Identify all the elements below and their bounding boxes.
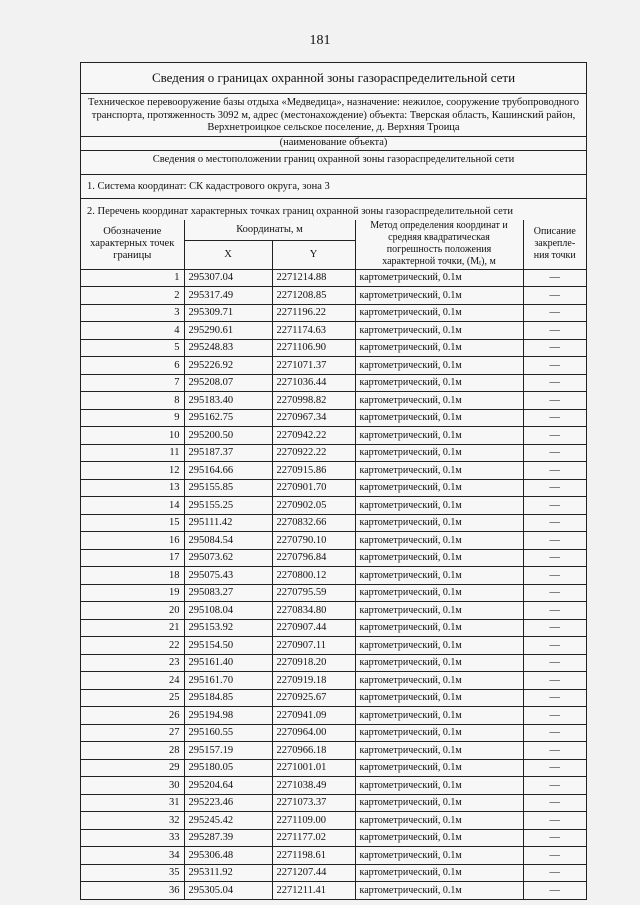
point-number: 3: [81, 304, 184, 322]
header-x: X: [184, 240, 272, 269]
point-number: 34: [81, 847, 184, 865]
fixing-cell: —: [523, 444, 586, 462]
table-row: [81, 532, 586, 550]
point-number: 8: [81, 392, 184, 410]
method-cell: картометрический, 0.1м: [355, 777, 523, 795]
table-row: [81, 812, 586, 830]
coordinate-system: 1. Система координат: СК кадастрового округа, зона 3: [81, 175, 586, 199]
fixing-cell: —: [523, 829, 586, 847]
point-number: 10: [81, 427, 184, 445]
y-coordinate: 2270918.20: [272, 654, 355, 672]
point-number: 36: [81, 882, 184, 899]
header-fixing: Описание закрепле-ния точки: [523, 220, 586, 270]
table-row: [81, 427, 586, 445]
location-heading: Сведения о местоположении границ охранной зоны газораспределительной сети: [81, 151, 586, 175]
method-cell: картометрический, 0.1м: [355, 374, 523, 392]
method-cell: картометрический, 0.1м: [355, 794, 523, 812]
method-cell: картометрический, 0.1м: [355, 409, 523, 427]
x-coordinate: 295162.75: [184, 409, 272, 427]
fixing-cell: —: [523, 514, 586, 532]
method-cell: картометрический, 0.1м: [355, 427, 523, 445]
fixing-cell: —: [523, 357, 586, 375]
fixing-cell: —: [523, 567, 586, 585]
table-row: [81, 357, 586, 375]
table-row: [81, 549, 586, 567]
method-cell: картометрический, 0.1м: [355, 654, 523, 672]
header-method-subscript: t: [479, 258, 482, 267]
table-row: [81, 497, 586, 515]
x-coordinate: 295161.40: [184, 654, 272, 672]
method-cell: картометрический, 0.1м: [355, 549, 523, 567]
point-number: 33: [81, 829, 184, 847]
y-coordinate: 2271207.44: [272, 864, 355, 882]
y-coordinate: 2271208.85: [272, 287, 355, 305]
table-row: [81, 619, 586, 637]
x-coordinate: 295184.85: [184, 689, 272, 707]
y-coordinate: 2271073.37: [272, 794, 355, 812]
x-coordinate: 295204.64: [184, 777, 272, 795]
header-y: Y: [272, 240, 355, 269]
method-cell: картометрический, 0.1м: [355, 514, 523, 532]
object-caption: (наименование объекта): [81, 136, 586, 150]
fixing-cell: —: [523, 602, 586, 620]
table-row: [81, 847, 586, 865]
point-number: 5: [81, 339, 184, 357]
method-cell: картометрический, 0.1м: [355, 689, 523, 707]
x-coordinate: 295226.92: [184, 357, 272, 375]
fixing-cell: —: [523, 304, 586, 322]
method-cell: картометрический, 0.1м: [355, 304, 523, 322]
point-number: 30: [81, 777, 184, 795]
method-cell: картометрический, 0.1м: [355, 864, 523, 882]
y-coordinate: 2271174.63: [272, 322, 355, 340]
fixing-cell: —: [523, 864, 586, 882]
table-row: [81, 882, 586, 899]
method-cell: картометрический, 0.1м: [355, 882, 523, 899]
y-coordinate: 2271036.44: [272, 374, 355, 392]
y-coordinate: 2270922.22: [272, 444, 355, 462]
method-cell: картометрический, 0.1м: [355, 602, 523, 620]
object-description: Техническое перевооружение базы отдыха «Медведица», назначение: нежилое, сооружение трубопроводного транспорта, протяженность 3092 м, адрес (местонахождение) объекта: Тверская область, Кашинский район, Верхнетроицкое сельское поселение, д. Верхняя Троица: [88, 97, 579, 133]
y-coordinate: 2270964.00: [272, 724, 355, 742]
x-coordinate: 295073.62: [184, 549, 272, 567]
table-row: [81, 339, 586, 357]
fixing-cell: —: [523, 392, 586, 410]
fixing-cell: —: [523, 759, 586, 777]
point-number: 25: [81, 689, 184, 707]
y-coordinate: 2270902.05: [272, 497, 355, 515]
fixing-cell: —: [523, 479, 586, 497]
x-coordinate: 295309.71: [184, 304, 272, 322]
fixing-cell: —: [523, 532, 586, 550]
method-cell: картометрический, 0.1м: [355, 619, 523, 637]
fixing-cell: —: [523, 549, 586, 567]
table-row: [81, 287, 586, 305]
point-number: 9: [81, 409, 184, 427]
fixing-cell: —: [523, 584, 586, 602]
coordinates-table: [81, 220, 586, 899]
y-coordinate: 2270966.18: [272, 742, 355, 760]
fixing-cell: —: [523, 654, 586, 672]
table-row: [81, 672, 586, 690]
x-coordinate: 295155.85: [184, 479, 272, 497]
y-coordinate: 2270796.84: [272, 549, 355, 567]
point-number: 31: [81, 794, 184, 812]
y-coordinate: 2271214.88: [272, 269, 355, 287]
fixing-cell: —: [523, 497, 586, 515]
y-coordinate: 2270901.70: [272, 479, 355, 497]
method-cell: картометрический, 0.1м: [355, 497, 523, 515]
method-cell: картометрический, 0.1м: [355, 829, 523, 847]
fixing-cell: —: [523, 847, 586, 865]
fixing-cell: —: [523, 322, 586, 340]
x-coordinate: 295208.07: [184, 374, 272, 392]
x-coordinate: 295183.40: [184, 392, 272, 410]
point-number: 27: [81, 724, 184, 742]
fixing-cell: —: [523, 269, 586, 287]
x-coordinate: 295200.50: [184, 427, 272, 445]
fixing-cell: —: [523, 672, 586, 690]
point-number: 12: [81, 462, 184, 480]
point-number: 13: [81, 479, 184, 497]
y-coordinate: 2270941.09: [272, 707, 355, 725]
x-coordinate: 295317.49: [184, 287, 272, 305]
method-cell: картометрический, 0.1м: [355, 392, 523, 410]
x-coordinate: 295083.27: [184, 584, 272, 602]
fixing-cell: —: [523, 724, 586, 742]
x-coordinate: 295223.46: [184, 794, 272, 812]
point-number: 19: [81, 584, 184, 602]
point-number: 21: [81, 619, 184, 637]
table-row: [81, 479, 586, 497]
y-coordinate: 2271198.61: [272, 847, 355, 865]
fixing-cell: —: [523, 742, 586, 760]
x-coordinate: 295307.04: [184, 269, 272, 287]
boundary-info-sheet: [80, 62, 587, 900]
fixing-cell: —: [523, 882, 586, 899]
y-coordinate: 2271109.00: [272, 812, 355, 830]
y-coordinate: 2270834.80: [272, 602, 355, 620]
point-number: 11: [81, 444, 184, 462]
method-cell: картометрический, 0.1м: [355, 532, 523, 550]
method-cell: картометрический, 0.1м: [355, 637, 523, 655]
fixing-cell: —: [523, 637, 586, 655]
point-number: 17: [81, 549, 184, 567]
header-coordinates: Координаты, м: [184, 220, 355, 241]
x-coordinate: 295153.92: [184, 619, 272, 637]
fixing-cell: —: [523, 777, 586, 795]
x-coordinate: 295187.37: [184, 444, 272, 462]
point-number: 24: [81, 672, 184, 690]
method-cell: картометрический, 0.1м: [355, 479, 523, 497]
table-row: [81, 864, 586, 882]
x-coordinate: 295287.39: [184, 829, 272, 847]
point-number: 28: [81, 742, 184, 760]
table-row: [81, 724, 586, 742]
point-number: 15: [81, 514, 184, 532]
method-cell: картометрический, 0.1м: [355, 707, 523, 725]
table-row: [81, 777, 586, 795]
method-cell: картометрический, 0.1м: [355, 584, 523, 602]
x-coordinate: 295180.05: [184, 759, 272, 777]
x-coordinate: 295075.43: [184, 567, 272, 585]
table-row: [81, 707, 586, 725]
header-designation: Обозначение характерных точек границы: [81, 220, 184, 270]
y-coordinate: 2270907.44: [272, 619, 355, 637]
header-method-text: Метод определения координат и средняя квадратическая погрешность положения характерной точки, (M: [370, 219, 508, 267]
method-cell: картометрический, 0.1м: [355, 357, 523, 375]
point-number: 22: [81, 637, 184, 655]
y-coordinate: 2271071.37: [272, 357, 355, 375]
document-title: Сведения о границах охранной зоны газораспределительной сети: [81, 63, 586, 94]
x-coordinate: 295154.50: [184, 637, 272, 655]
y-coordinate: 2270942.22: [272, 427, 355, 445]
table-row: [81, 322, 586, 340]
table-row: [81, 269, 586, 287]
y-coordinate: 2270925.67: [272, 689, 355, 707]
point-number: 1: [81, 269, 184, 287]
method-cell: картометрический, 0.1м: [355, 287, 523, 305]
point-number: 20: [81, 602, 184, 620]
point-number: 2: [81, 287, 184, 305]
table-body: [81, 269, 586, 899]
point-number: 18: [81, 567, 184, 585]
y-coordinate: 2270998.82: [272, 392, 355, 410]
x-coordinate: 295311.92: [184, 864, 272, 882]
x-coordinate: 295108.04: [184, 602, 272, 620]
point-number: 26: [81, 707, 184, 725]
table-row: [81, 637, 586, 655]
method-cell: картометрический, 0.1м: [355, 759, 523, 777]
table-row: [81, 462, 586, 480]
point-number: 32: [81, 812, 184, 830]
y-coordinate: 2271177.02: [272, 829, 355, 847]
y-coordinate: 2270800.12: [272, 567, 355, 585]
fixing-cell: —: [523, 409, 586, 427]
y-coordinate: 2270919.18: [272, 672, 355, 690]
fixing-cell: —: [523, 339, 586, 357]
point-number: 23: [81, 654, 184, 672]
y-coordinate: 2270790.10: [272, 532, 355, 550]
method-cell: картометрический, 0.1м: [355, 322, 523, 340]
table-row: [81, 584, 586, 602]
y-coordinate: 2271038.49: [272, 777, 355, 795]
x-coordinate: 295305.04: [184, 882, 272, 899]
table-row: [81, 759, 586, 777]
page-number: 181: [309, 33, 331, 48]
fixing-cell: —: [523, 374, 586, 392]
fixing-cell: —: [523, 812, 586, 830]
table-row: [81, 304, 586, 322]
fixing-cell: —: [523, 794, 586, 812]
y-coordinate: 2271211.41: [272, 882, 355, 899]
point-number: 16: [81, 532, 184, 550]
table-row: [81, 689, 586, 707]
fixing-cell: —: [523, 287, 586, 305]
y-coordinate: 2271196.22: [272, 304, 355, 322]
x-coordinate: 295155.25: [184, 497, 272, 515]
table-row: [81, 374, 586, 392]
x-coordinate: 295160.55: [184, 724, 272, 742]
method-cell: картометрический, 0.1м: [355, 339, 523, 357]
method-cell: картометрический, 0.1м: [355, 724, 523, 742]
point-number: 14: [81, 497, 184, 515]
y-coordinate: 2271106.90: [272, 339, 355, 357]
point-number: 6: [81, 357, 184, 375]
fixing-cell: —: [523, 689, 586, 707]
table-row: [81, 444, 586, 462]
y-coordinate: 2270907.11: [272, 637, 355, 655]
table-row: [81, 567, 586, 585]
x-coordinate: 295164.66: [184, 462, 272, 480]
y-coordinate: 2270967.34: [272, 409, 355, 427]
point-number: 29: [81, 759, 184, 777]
object-block: [81, 94, 586, 151]
x-coordinate: 295245.42: [184, 812, 272, 830]
method-cell: картометрический, 0.1м: [355, 847, 523, 865]
fixing-cell: —: [523, 427, 586, 445]
method-cell: картометрический, 0.1м: [355, 672, 523, 690]
point-number: 35: [81, 864, 184, 882]
table-row: [81, 602, 586, 620]
y-coordinate: 2271001.01: [272, 759, 355, 777]
method-cell: картометрический, 0.1м: [355, 444, 523, 462]
header-method-tail: ), м: [481, 255, 496, 267]
table-row: [81, 409, 586, 427]
x-coordinate: 295161.70: [184, 672, 272, 690]
x-coordinate: 295306.48: [184, 847, 272, 865]
table-row: [81, 392, 586, 410]
fixing-cell: —: [523, 707, 586, 725]
x-coordinate: 295111.42: [184, 514, 272, 532]
method-cell: картометрический, 0.1м: [355, 269, 523, 287]
fixing-cell: —: [523, 462, 586, 480]
table-row: [81, 794, 586, 812]
method-cell: картометрический, 0.1м: [355, 462, 523, 480]
y-coordinate: 2270795.59: [272, 584, 355, 602]
method-cell: картометрический, 0.1м: [355, 567, 523, 585]
y-coordinate: 2270832.66: [272, 514, 355, 532]
method-cell: картометрический, 0.1м: [355, 742, 523, 760]
x-coordinate: 295084.54: [184, 532, 272, 550]
coordinates-list-heading: 2. Перечень координат характерных точках границ охранной зоны газораспределительной сети: [87, 205, 513, 217]
x-coordinate: 295194.98: [184, 707, 272, 725]
table-row: [81, 654, 586, 672]
point-number: 4: [81, 322, 184, 340]
x-coordinate: 295290.61: [184, 322, 272, 340]
table-row: [81, 514, 586, 532]
header-method: [355, 220, 523, 270]
x-coordinate: 295157.19: [184, 742, 272, 760]
x-coordinate: 295248.83: [184, 339, 272, 357]
point-number: 7: [81, 374, 184, 392]
table-row: [81, 742, 586, 760]
y-coordinate: 2270915.86: [272, 462, 355, 480]
method-cell: картометрический, 0.1м: [355, 812, 523, 830]
table-row: [81, 829, 586, 847]
fixing-cell: —: [523, 619, 586, 637]
